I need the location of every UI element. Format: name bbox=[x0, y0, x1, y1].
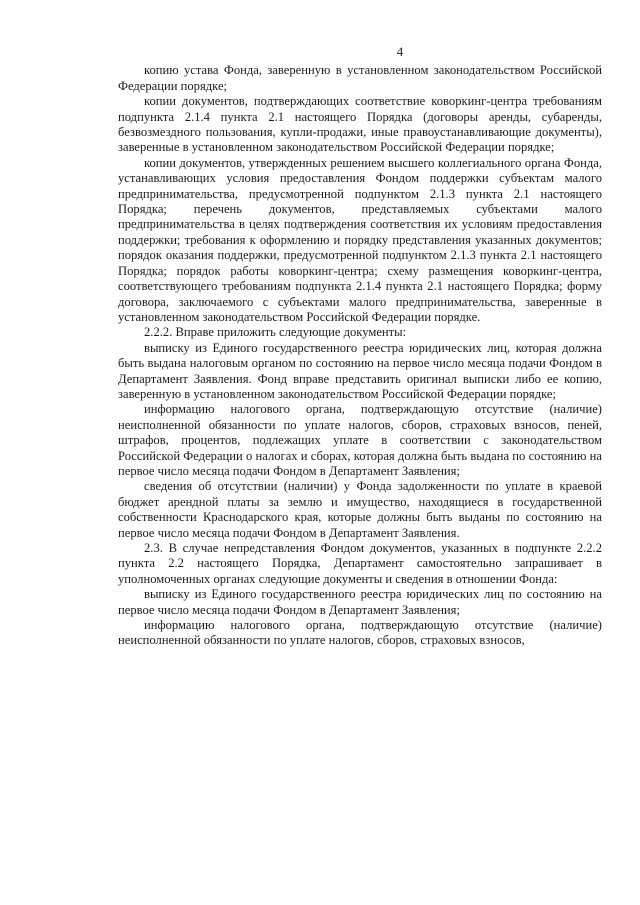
paragraph-charter-copy: копию устава Фонда, заверенную в установленном законодательством Российской Федерации порядке; bbox=[118, 63, 602, 93]
page-number: 4 bbox=[396, 44, 404, 59]
paragraph-egrul-request: выписку из Единого государственного реестра юридических лиц по состоянию на первое число месяца подачи Фондом в Департамент Заявления; bbox=[118, 587, 602, 617]
paragraph-debt-information: сведения об отсутствии (наличии) у Фонда задолженности по уплате в краевой бюджет арендной платы за землю и имущество, находящиеся в государственной собственности Краснодарского края, которые должны быть выданы по состоянию на первое число месяца подачи Фондом в Департамент Заявления. bbox=[118, 479, 602, 540]
paragraph-egrul-extract: выписку из Единого государственного реестра юридических лиц, которая должна быть выдана налоговым органом по состоянию на первое число месяца подачи Фондом в Департамент Заявления. Фонд вправе представить оригинал выписки либо ее копию, заверенную в установленном законодательством Российской Федерации порядке; bbox=[118, 340, 602, 401]
paragraph-coworking-documents: копии документов, подтверждающих соответствие коворкинг-центра требованиям подпункта 2.1.4 пункта 2.1 настоящего Порядка (договоры аренды, субаренды, безвозмездного пользования, купли-продажи, иные правоустанавливающие документы), заверенные в установленном законодательством Российской Федерации порядке; bbox=[118, 94, 602, 155]
paragraph-fund-decision-documents: копии документов, утвержденных решением высшего коллегиального органа Фонда, устанавливающих условия предоставления Фондом поддержки субъектам малого предпринимательства, предусмотренной подпунктом 2.1.3 пункта 2.1 настоящего Порядка; перечень документов, представляемых субъектами малого предпринимательства в целях подтверждения соответствия их условиям предоставления поддержки; требования к оформлению и порядку представления указанных документов; порядок оказания поддержки, предусмотренной подпунктом 2.1.3 пункта 2.1 настоящего Порядка; порядок работы коворкинг-центра; схему размещения коворкинг-центра, соответствующего требованиям подпункта 2.1.4 пункта 2.1 настоящего Порядка; форму договора, заключаемого с субъектами малого предпринимательства, заверенные в установленном законодательством Российской Федерации порядке. bbox=[118, 155, 602, 324]
paragraph-2-3: 2.3. В случае непредставления Фондом документов, указанных в подпункте 2.2.2 пункта 2.2 настоящего Порядка, Департамент самостоятельно запрашивает в уполномоченных органах следующие документы и сведения в отношении Фонда: bbox=[118, 541, 602, 586]
paragraph-tax-information: информацию налогового органа, подтверждающую отсутствие (наличие) неисполненной обязанности по уплате налогов, сборов, страховых взносов, пеней, штрафов, процентов, подлежащих уплате в соответствии с законодательством Российской Федерации о налогах и сборах, которая должна быть выдана по состоянию на первое число месяца подачи Фондом в Департамент Заявления; bbox=[118, 402, 602, 478]
paragraph-tax-request: информацию налогового органа, подтверждающую отсутствие (наличие) неисполненной обязанности по уплате налогов, сборов, страховых взносов, bbox=[118, 618, 602, 648]
paragraph-2-2-2-heading: 2.2.2. Вправе приложить следующие документы: bbox=[144, 325, 407, 340]
